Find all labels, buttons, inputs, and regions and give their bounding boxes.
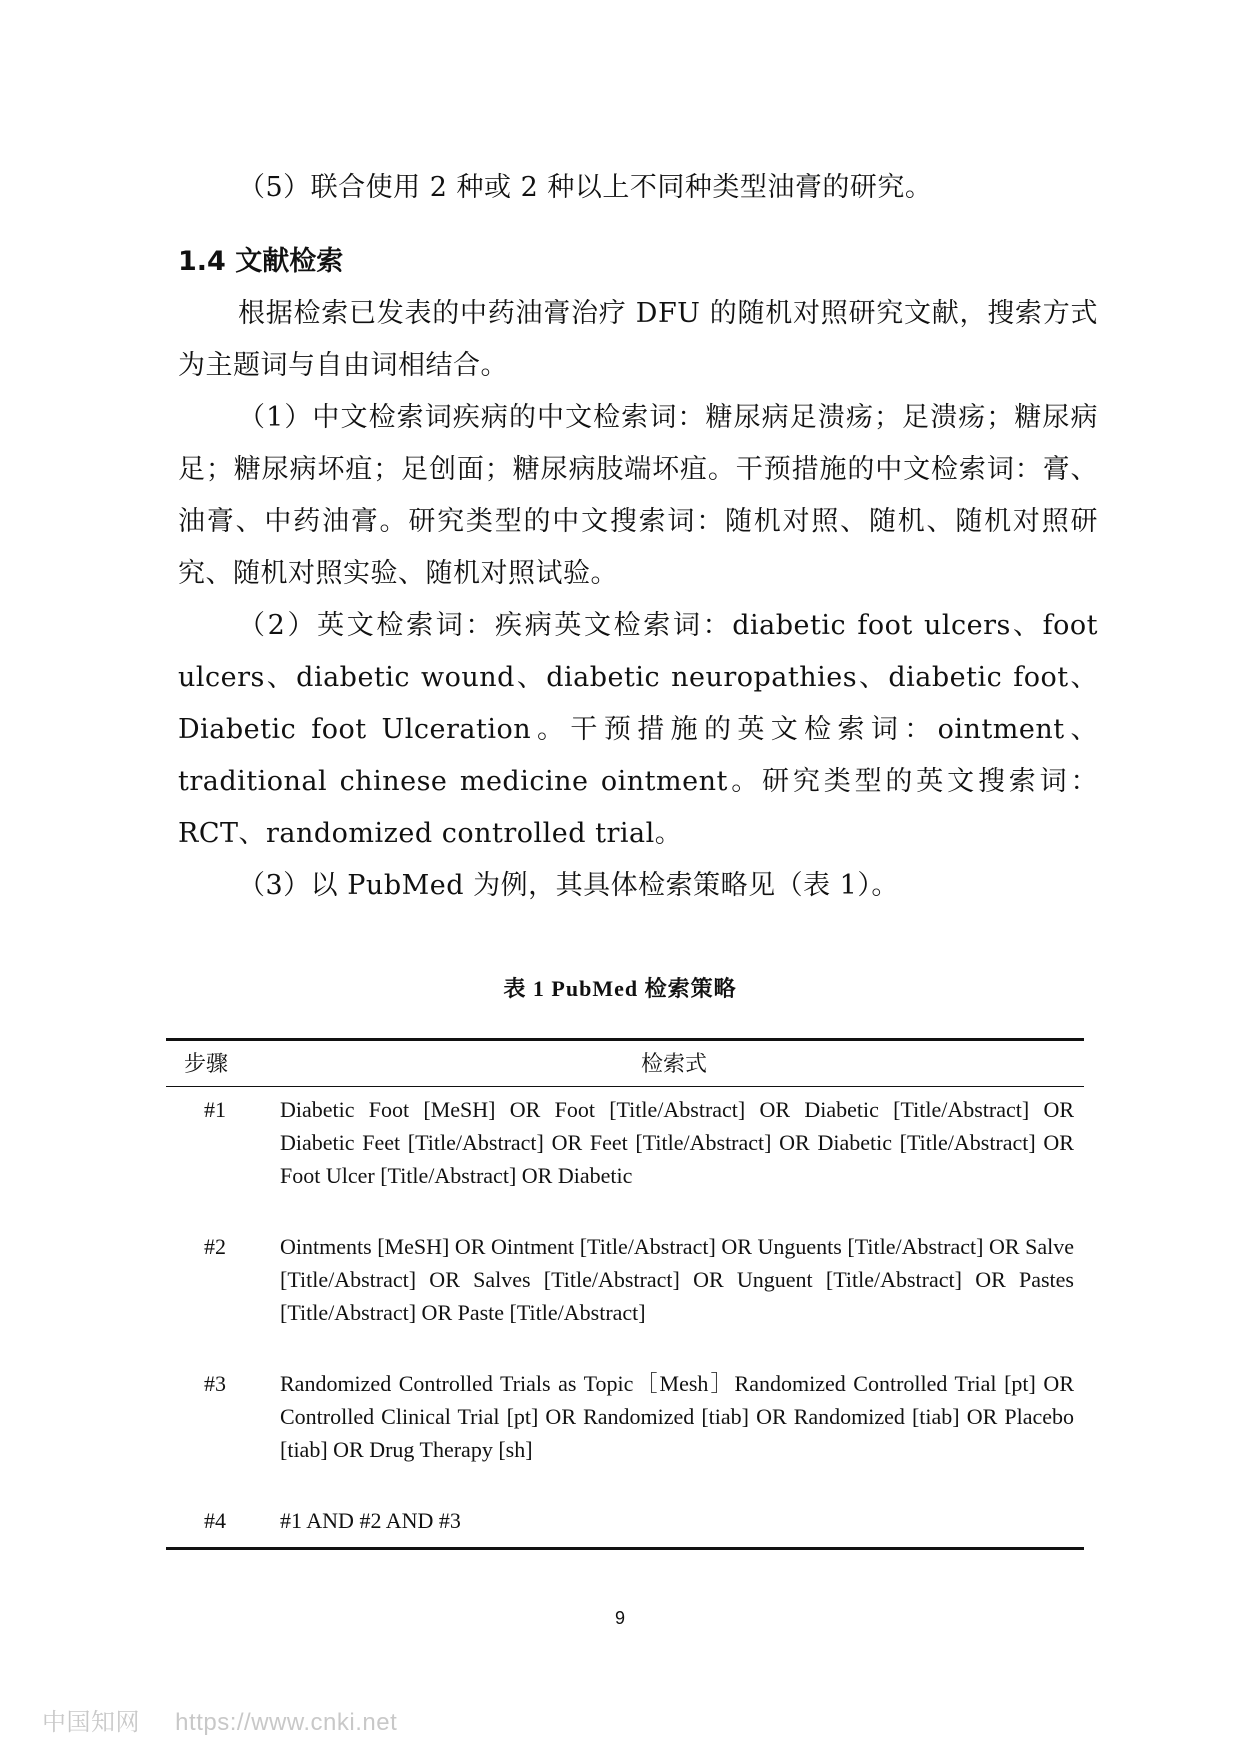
intro-paragraph: 根据检索已发表的中药油膏治疗 DFU 的随机对照研究文献，搜索方式为主题词与自由词相结合。 — [178, 298, 1098, 381]
table-row — [166, 1498, 1084, 1549]
watermark-url: https://www.cnki.net — [175, 1709, 398, 1736]
item-5: （5）联合使用 2 种或 2 种以上不同种类型油膏的研究。 — [238, 172, 933, 203]
table-row — [166, 1361, 1084, 1498]
row-step: #4 — [204, 1508, 226, 1533]
row-step: #3 — [204, 1371, 226, 1396]
table-header-row — [166, 1040, 1084, 1087]
row-step: #2 — [204, 1234, 226, 1259]
chinese-terms-paragraph: （1）中文检索词疾病的中文检索词：糖尿病足溃疡；足溃疡；糖尿病足；糖尿病坏疽；足创面；糖尿病肢端坏疽。干预措施的中文检索词：膏、油膏、中药油膏。研究类型的中文搜索词：随机对照、随机、随机对照研究、随机对照实验、随机对照试验。 — [178, 402, 1098, 589]
row-step: #1 — [204, 1097, 226, 1122]
header-step: 步骤 — [184, 1051, 229, 1076]
header-query: 检索式 — [640, 1051, 707, 1076]
table-row — [166, 1224, 1084, 1361]
watermark — [42, 1702, 397, 1737]
pubmed-paragraph: （3）以 PubMed 为例，其具体检索策略见（表 1）。 — [238, 870, 899, 901]
row-query: Diabetic Foot [MeSH] OR Foot [Title/Abstract] OR Diabetic [Title/Abstract] OR Diabetic Feet [Title/Abstract] OR Feet [Title/Abstract] OR Diabetic [Title/Abstract] OR Foot Ulcer [Title/Abstract] OR Diabetic — [280, 1097, 1074, 1188]
row-query: #1 AND #2 AND #3 — [280, 1508, 461, 1533]
page-number: 9 — [614, 1608, 625, 1628]
item-5-text — [178, 162, 1098, 214]
row-query: Ointments [MeSH] OR Ointment [Title/Abstract] OR Unguents [Title/Abstract] OR Salve [Title/Abstract] OR Salves [Title/Abstract] OR Unguent [Title/Abstract] OR Pastes [Title/Abstract] OR Paste [Title/Abstract] — [280, 1234, 1074, 1325]
table-caption: 表 1 PubMed 检索策略 — [503, 976, 737, 1001]
body-paragraphs — [178, 288, 1098, 912]
watermark-brand: 中国知网 — [42, 1708, 140, 1736]
row-query: Randomized Controlled Trials as Topic［Mesh］Randomized Controlled Trial [pt] OR Controlled Clinical Trial [pt] OR Randomized [tiab] OR Randomized [tiab] OR Placebo [tiab] OR Drug Therapy [sh] — [280, 1371, 1074, 1462]
search-strategy-table — [166, 1038, 1084, 1550]
english-terms-paragraph: （2）英文检索词：疾病英文检索词：diabetic foot ulcers、foot ulcers、diabetic wound、diabetic neuropathies、diabetic foot、Diabetic foot Ulceration。干预措施的英文检索词：ointment、traditional chinese medicine ointment。研究类型的英文搜索词：RCT、randomized controlled trial。 — [178, 610, 1098, 849]
table — [166, 1038, 1084, 1550]
table-row — [166, 1087, 1084, 1225]
section-heading: 1.4 文献检索 — [178, 246, 344, 277]
